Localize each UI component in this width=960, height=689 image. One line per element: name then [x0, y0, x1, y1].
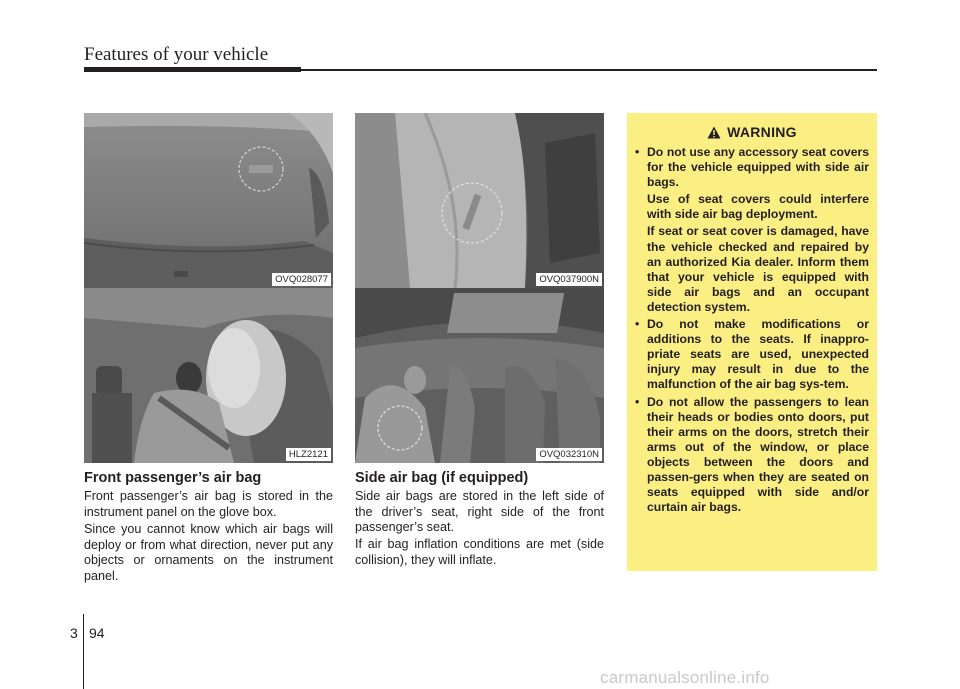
section-title-side-airbag: Side air bag (if equipped) — [355, 470, 529, 486]
figure-interior-side-airbag — [355, 288, 604, 463]
warning-text: Do not make modifications or additions to the seats. If inappro-priate seats are used, unexpected injury may result in due to the malfunction of the air bag sys-tem. — [647, 317, 869, 392]
warning-item — [635, 395, 869, 516]
bullet: • — [635, 394, 640, 409]
warning-title: WARNING — [727, 124, 797, 140]
figure-code: HLZ2121 — [286, 448, 331, 461]
section-paragraph: If air bag inflation conditions are met (side collision), they will inflate. — [355, 537, 604, 567]
watermark: carmanualsonline.info — [600, 668, 770, 687]
passenger-airbag-illustration — [84, 288, 333, 463]
warning-triangle-icon — [707, 126, 721, 142]
warning-item — [635, 317, 869, 392]
header-rule-thin — [301, 69, 877, 71]
figure-code: OVQ032310N — [536, 448, 602, 461]
header-rule — [84, 67, 301, 72]
page-number: 94 — [89, 625, 105, 641]
warning-text: If seat or seat cover is damaged, have the vehicle checked and repaired by an authorized Kia dealer. Inform them that your vehicle is equipped with side air bags and an occupant detection system. — [647, 224, 869, 314]
figure-code: OVQ037900N — [536, 273, 602, 286]
section-paragraph: Front passenger’s air bag is stored in the instrument panel on the glove box. — [84, 489, 333, 519]
warning-text: Do not use any accessory seat covers for the vehicle equipped with side air bags. — [647, 145, 869, 190]
footer-rule — [83, 614, 84, 689]
warning-list — [635, 145, 869, 517]
bullet: • — [635, 317, 640, 332]
section-paragraph: Side air bags are stored in the left side of the driver’s seat, right side of the front passenger’s seat. — [355, 489, 604, 535]
figure-passenger-airbag — [84, 288, 333, 463]
section-paragraph: Since you cannot know which air bags will deploy or from what direction, never put any objects or ornaments on the instrument panel. — [84, 522, 333, 583]
warning-item — [635, 145, 869, 315]
warning-text: Use of seat covers could interfere with side air bag deployment. — [647, 192, 869, 222]
warning-heading — [627, 124, 877, 142]
figure-seat-side-airbag — [355, 113, 604, 288]
chapter-number: 3 — [70, 625, 78, 641]
warning-box — [627, 113, 877, 571]
page-header-title: Features of your vehicle — [84, 44, 269, 65]
figure-code: OVQ028077 — [272, 273, 331, 286]
warning-text: Do not allow the passengers to lean their heads or bodies onto doors, put their arms on the doors, stretch their arms out of the window, or place objects between the doors and passen-gers when they are seated on seats equipped with side and/or curtain air bags. — [647, 394, 869, 515]
instrument-panel-illustration — [84, 113, 333, 288]
interior-illustration — [355, 288, 604, 463]
seat-illustration — [355, 113, 604, 288]
figure-instrument-panel — [84, 113, 333, 288]
section-title-front-passenger: Front passenger’s air bag — [84, 470, 262, 486]
bullet: • — [635, 145, 640, 159]
